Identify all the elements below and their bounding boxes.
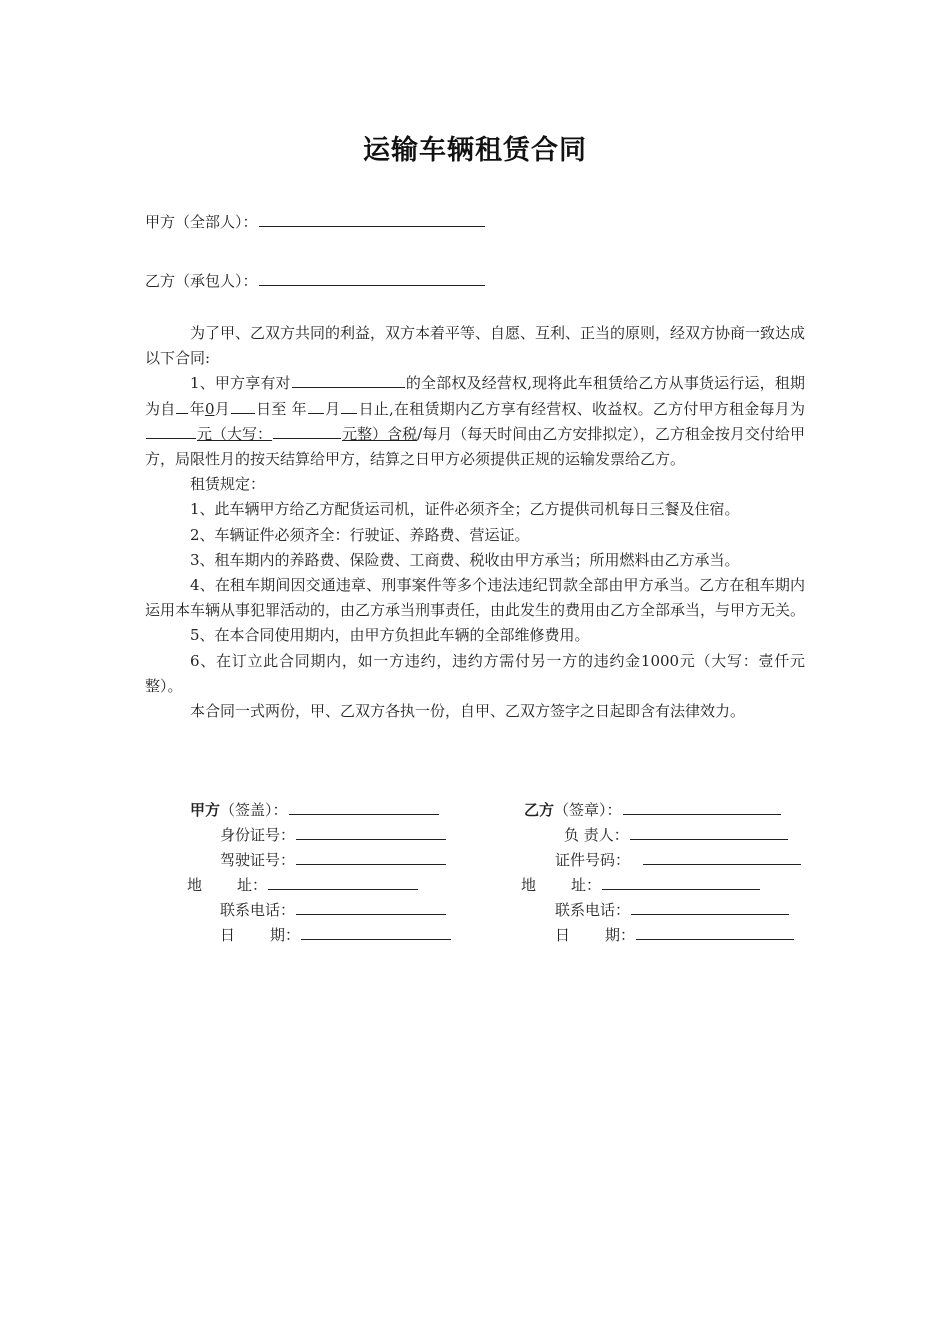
left-party-label: 甲方 [190,801,221,819]
left-date-label: 日 [220,926,236,944]
rent-uppercase-label: 元（大写： [197,424,273,443]
party-b-label: 乙方（承包人）： [145,272,258,290]
rule-1: 1、此车辆甲方给乙方配货运司机，证件必须齐全；乙方提供司机每日三餐及住宿。 [190,500,740,519]
clause-1-text: 的全部权及经营权,现将此车租赁给乙方从事货运行运，租期为自 [145,374,805,418]
right-party-label: 乙方 [524,801,555,819]
right-date-line [555,924,795,945]
right-address-blank [602,888,760,890]
rule-4: 4、在租车期间因交通违章、刑事案件等多个违法违纪罚款全部由甲方承当。乙方在租车期内运用本车辆从事犯罪活动的，由乙方承当刑事责任，由此发生的费用由乙方全部承当，与甲方无关。 [145,576,806,620]
clause-1-text: /每月（每天时间由乙方安排拟定），乙方租金按月交付给甲方，局限性月的按天结算给甲方，结算之日甲方必须提供正规的运输发票给乙方。 [145,424,805,469]
left-phone-label: 联系电话： [220,901,296,919]
rules-heading: 租赁规定： [190,475,266,494]
left-address-label: 地 [187,876,203,894]
left-date-label: 期： [270,926,301,944]
left-id-card-label: 身份证号： [220,826,296,844]
right-cert-label: 证件号码： [555,851,631,869]
rent-amount-blank [146,437,196,439]
left-id-card-line [220,824,447,845]
right-phone-label: 联系电话： [555,901,631,919]
rule-6: 6、在订立此合同期内，如一方违约，违约方需付另一方的违约金1000元（大写：壹仟元整）。 [145,651,805,695]
right-address-line [521,874,761,895]
right-cert-line [555,849,802,870]
clause-1-text: 年 [189,399,205,418]
clause-1-text: 月 [214,399,230,418]
party-b-blank [259,284,485,286]
clause-1-text: 日至 年 [255,399,307,418]
left-phone-line [220,899,447,920]
clause-1-text: 1、甲方享有对 [190,374,291,393]
right-person-label: 负 责人： [564,826,629,844]
closing-paragraph: 本合同一式两份，甲、乙双方各执一份，自甲、乙双方签字之日起即含有法律效力。 [190,702,746,721]
left-id-card-blank [296,838,446,840]
left-driver-license-label: 驾驶证号： [220,851,296,869]
left-date-line [220,924,452,945]
start-month-value: 0 [204,399,215,418]
start-year-blank [176,412,188,414]
rule-2: 2、车辆证件必须齐全：行驶证、养路费、营运证。 [190,525,530,544]
party-b-line [145,270,486,291]
clause-1-text: 月 [324,399,341,418]
right-cert-blank [643,863,801,865]
intro-paragraph: 为了甲、乙双方共同的利益，双方本着平等、自愿、互利、正当的原则，经双方协商一致达成以下合同: [145,324,806,368]
party-a-blank [259,225,485,227]
right-party-sign-line [524,799,782,820]
right-date-label: 日 [555,926,571,944]
left-party-sign-label: （签盖）： [220,801,288,819]
right-person-line [564,824,789,845]
rule-3: 3、租车期内的养路费、保险费、工商费、税收由甲方承当；所用燃料由乙方承当。 [190,550,740,569]
end-month-blank [308,412,324,414]
left-driver-license-blank [296,863,446,865]
right-party-sign-label: （签章）： [554,801,622,819]
right-person-blank [630,838,788,840]
right-phone-blank [631,913,789,915]
end-day-blank [341,412,357,414]
right-phone-line [555,899,790,920]
left-driver-license-line [220,849,447,870]
left-address-label: 址： [237,876,268,894]
party-a-label: 甲方（全部人）： [145,213,258,231]
clause-1 [145,371,805,472]
contract-body [145,321,805,724]
rule-5: 5、在本合同使用期内，由甲方负担此车辆的全部维修费用。 [190,626,590,645]
right-address-label: 地 [521,876,537,894]
right-party-sign-blank [623,813,781,815]
left-party-sign-blank [289,813,439,815]
party-a-line [145,211,486,232]
vehicle-blank [292,386,405,388]
rent-uppercase-blank [273,437,341,439]
document-title: 运输车辆租赁合同 [363,135,587,166]
left-date-blank [301,938,451,940]
left-address-line [187,874,419,895]
right-date-label: 期： [605,926,636,944]
right-date-blank [636,938,794,940]
start-day-blank [231,412,255,414]
rent-tax-text: 元整）含税 [342,424,418,443]
left-party-sign-line [190,799,440,820]
left-phone-blank [296,913,446,915]
right-address-label: 址： [571,876,602,894]
clause-1-text: 日止,在租赁期内乙方享有经营权、收益权。乙方付甲方租金每月为 [358,399,805,418]
left-address-blank [268,888,418,890]
